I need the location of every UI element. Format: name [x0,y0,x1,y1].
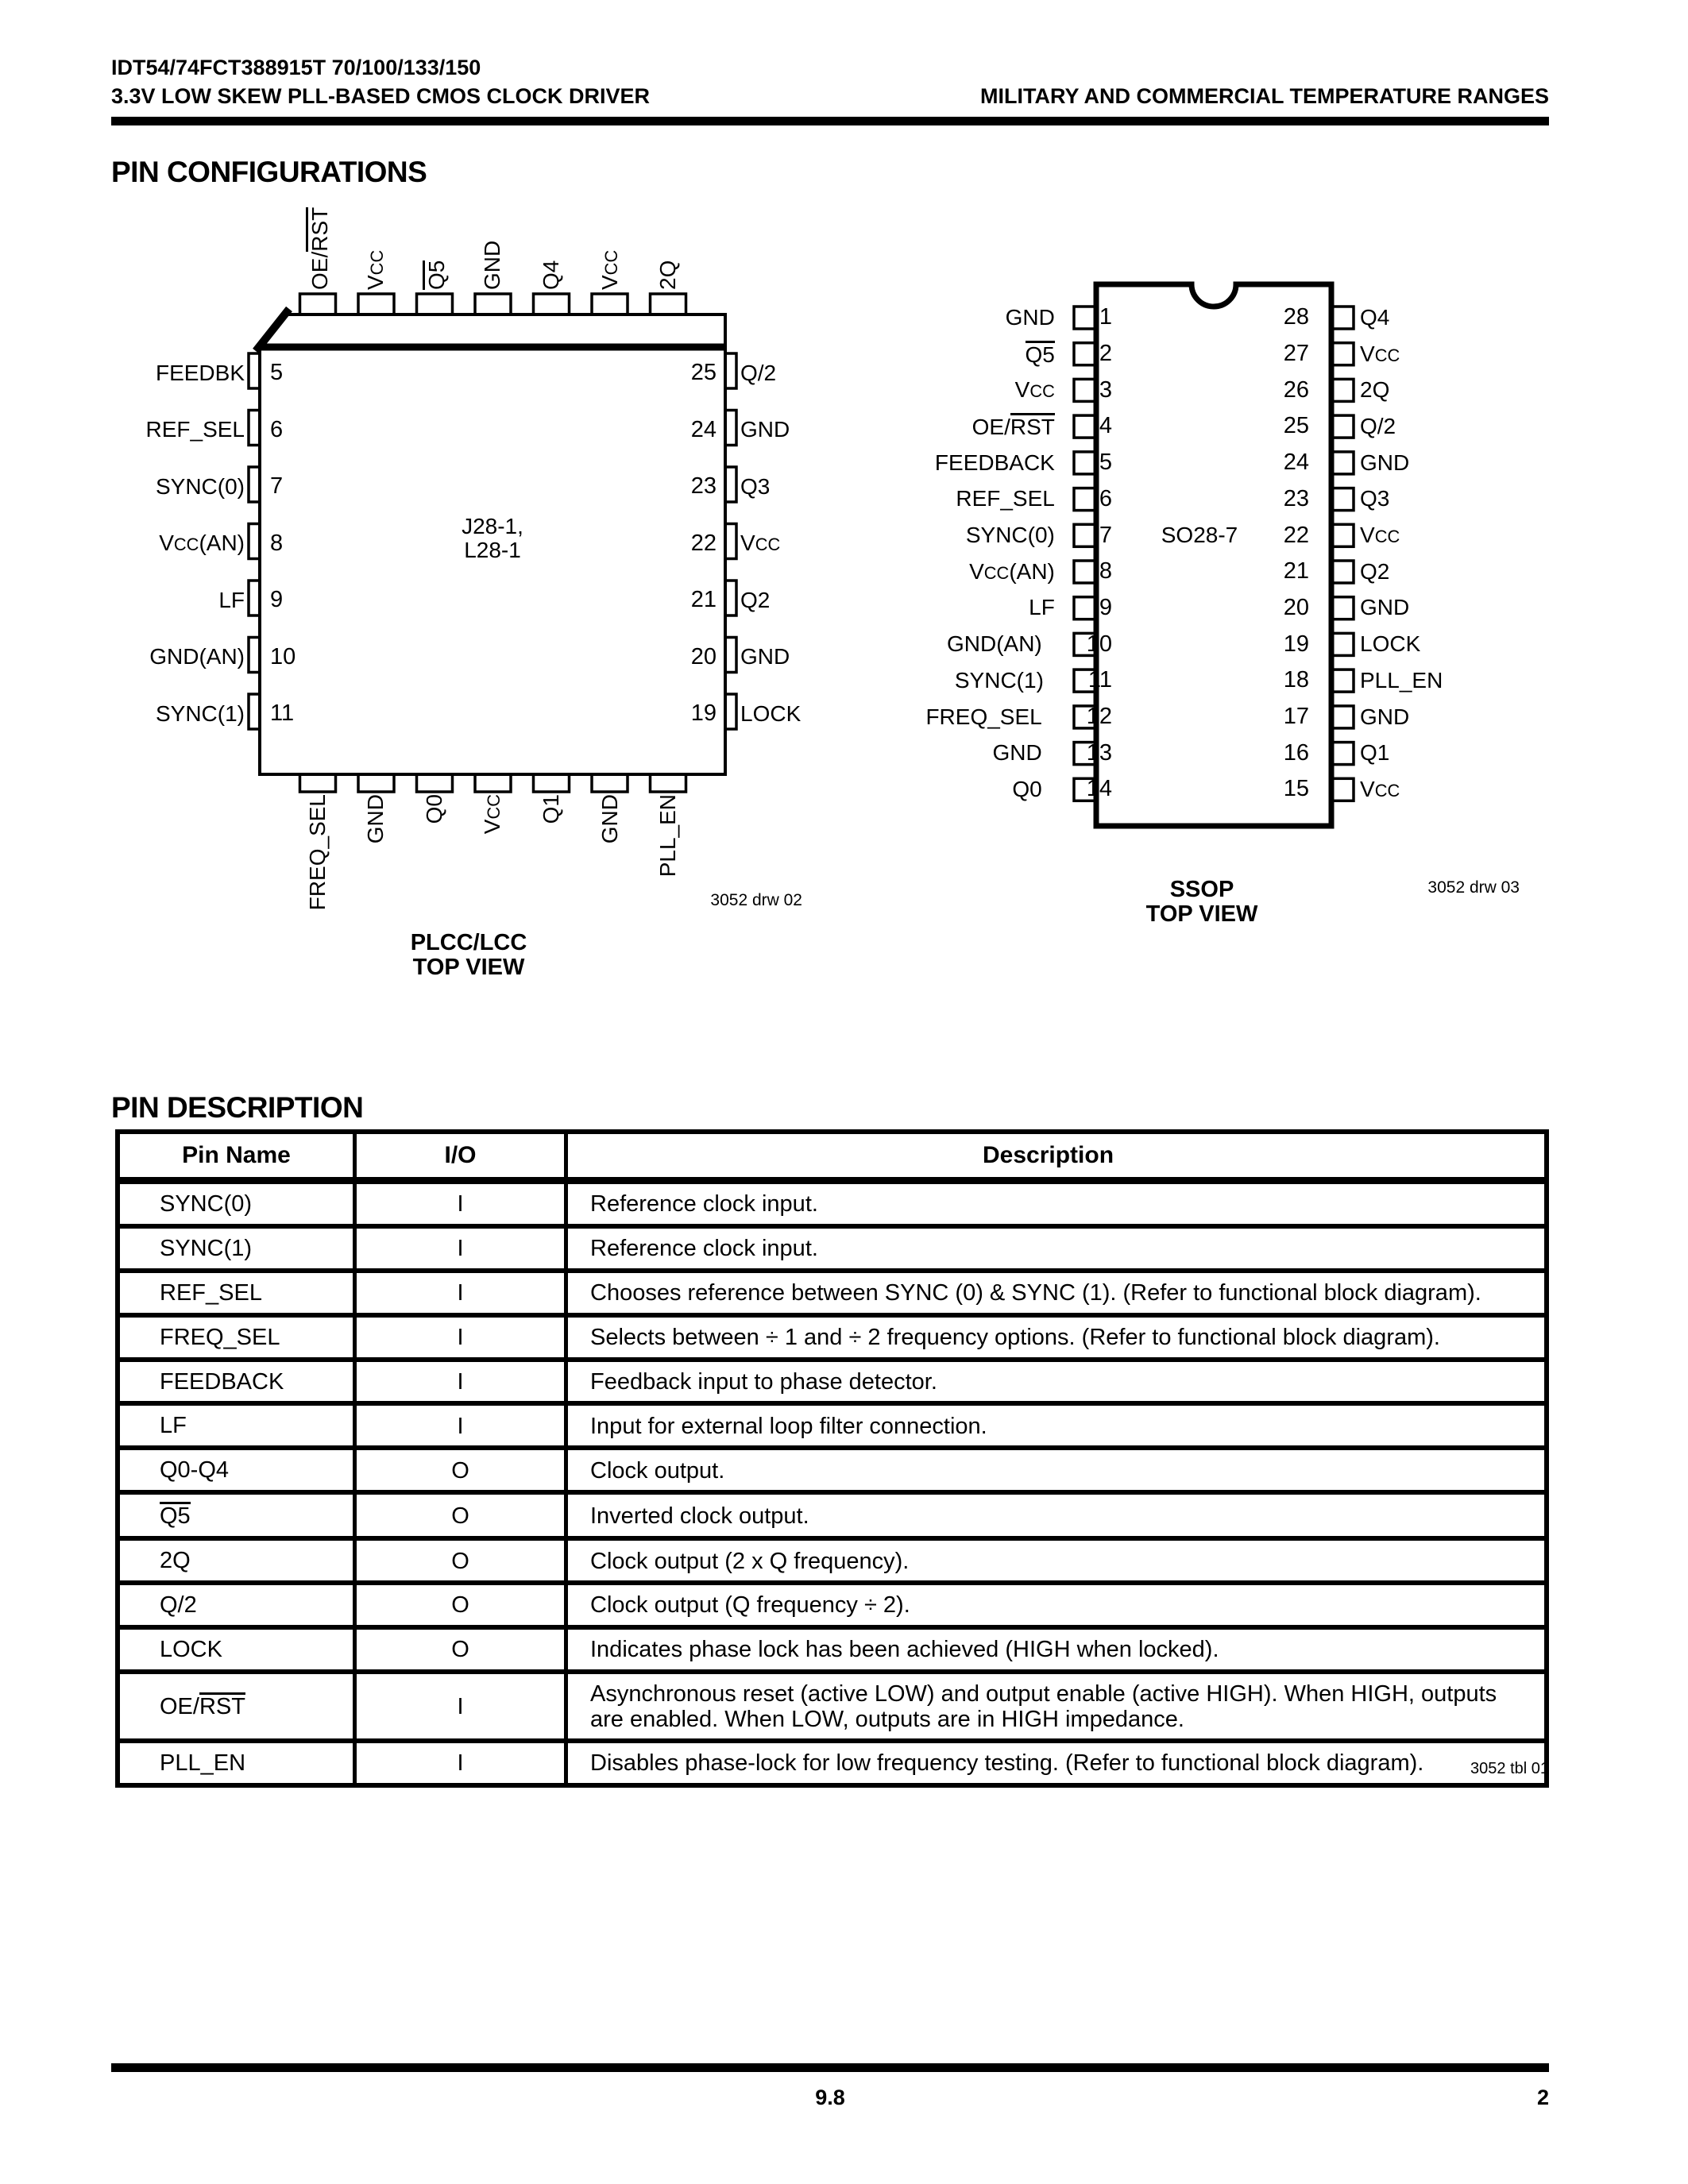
pin-label: SYNC(1) [155,700,245,726]
plcc-left-pin [119,458,326,515]
table-row [118,1226,1547,1271]
pin-label: OE/RST [971,414,1055,439]
cell-pin-name: PLL_EN [118,1741,355,1785]
plcc-bottom-pin [288,794,347,925]
plcc-left-pin [119,515,326,573]
pin-label: 2Q [1360,377,1390,403]
pin-label: SYNC(1) [954,667,1044,693]
pin-number: 25 [690,360,717,386]
column-header-pin-name: Pin Name [118,1132,355,1181]
cell-pin-name: FEEDBACK [118,1360,355,1404]
plcc-bottom-pin [347,794,406,925]
plcc-top-pin [405,179,464,290]
ssop-right-pin [1263,626,1549,662]
pin-label: Q1 [1360,740,1390,766]
ssop-left-pin [826,590,1112,627]
cell-io: O [355,1627,566,1672]
header-subtitle-right: MILITARY AND COMMERCIAL TEMPERATURE RANGES [979,84,1549,108]
cell-io: I [355,1403,566,1448]
pin-label: GND [992,740,1042,766]
ssop-caption-line2: TOP VIEW [1145,901,1258,927]
cell-description: Inverted clock output. [566,1492,1547,1538]
pin-number: 15 [1283,776,1309,802]
pin-number: 2 [1099,341,1112,367]
pin-label: REF_SEL [145,417,245,442]
pin-label: GND(AN) [946,631,1042,657]
cell-description: Clock output. [566,1448,1547,1492]
ssop-right-pin [1263,299,1549,336]
cell-pin-name: SYNC(0) [118,1181,355,1226]
pin-number: 12 [1086,704,1112,730]
pin-label: Q5 [1025,341,1055,367]
pin-label: VCC [597,249,622,290]
pin-number: 22 [1283,522,1309,548]
pin-number: 11 [1087,667,1112,693]
pin-number: 24 [690,416,717,442]
pin-label: VCC [740,531,781,556]
plcc-caption-line2: TOP VIEW [412,955,525,980]
pin-label: VCC [1014,377,1055,403]
cell-description: Disables phase-lock for low frequency testing. (Refer to functional block diagram). [566,1741,1547,1785]
pin-label: VCC(AN) [159,531,245,556]
pin-label: FREQ_SEL [925,704,1042,729]
pin-label: SYNC(0) [965,523,1055,548]
pin-label: Q5 [423,260,449,290]
plcc-package-codes [373,515,612,562]
pin-label: VCC [1360,341,1400,366]
pin-number: 17 [1283,704,1309,730]
ssop-right-pin [1263,408,1549,445]
pin-label: VCC [1360,776,1400,801]
pin-number: 7 [270,473,284,500]
cell-io: I [355,1315,566,1360]
table-row [118,1271,1547,1315]
cell-description: Indicates phase lock has been achieved (HIGH when locked). [566,1627,1547,1672]
ssop-left-pin [826,445,1112,481]
plcc-bottom-pin [464,794,523,925]
pin-label: VCC [480,794,505,835]
plcc-package-code-line2: L28-1 [464,538,521,562]
cell-description: Reference clock input. [566,1181,1547,1226]
pin-label: Q3 [740,473,771,499]
pin-number: 10 [1086,631,1112,657]
cell-description: Feedback input to phase detector. [566,1360,1547,1404]
pin-number: 6 [270,416,284,442]
footer-rule [111,2063,1549,2072]
table-note: 3052 tbl 01 [1470,1760,1549,1777]
ssop-left-pin [826,626,1112,662]
table-row [118,1672,1547,1741]
cell-pin-name: FREQ_SEL [118,1315,355,1360]
pin-label: LF [1029,595,1055,620]
ssop-left-pin [826,554,1112,590]
cell-description: Asynchronous reset (active LOW) and output enable (active HIGH). When HIGH, outputs are enabled. When LOW, outputs are in HIGH impedance. [566,1672,1547,1741]
plcc-left-pins [119,345,326,743]
cell-pin-name: REF_SEL [118,1271,355,1315]
cell-description: Chooses reference between SYNC (0) & SYNC (1). (Refer to functional block diagram). [566,1271,1547,1315]
section-title-pin-configurations: PIN CONFIGURATIONS [111,156,427,188]
plcc-package-code-line1: J28-1, [462,514,523,538]
pin-number: 19 [690,700,717,727]
cell-description: Reference clock input. [566,1226,1547,1271]
cell-description: Input for external loop filter connection. [566,1403,1547,1448]
cell-io: O [355,1448,566,1492]
table-row [118,1360,1547,1404]
pin-label: Q2 [740,587,771,612]
cell-pin-name: Q5 [118,1492,355,1538]
pin-number: 6 [1099,485,1112,511]
cell-io: O [355,1492,566,1538]
cell-io: I [355,1271,566,1315]
ssop-right-pin [1263,336,1549,372]
ssop-left-pin [826,699,1112,735]
pin-number: 21 [1283,558,1309,585]
pin-description-table [115,1129,1549,1788]
ssop-caption [1107,878,1297,927]
pin-number: 9 [270,587,284,613]
ssop-right-pin [1263,771,1549,808]
ssop-caption-line1: SSOP [1169,877,1234,902]
pin-label: Q2 [1360,558,1390,584]
table-row [118,1315,1547,1360]
plcc-caption [342,931,596,980]
pin-number: 20 [690,643,717,669]
pin-number: 26 [1283,376,1309,403]
plcc-top-pin [464,179,523,290]
pin-label: GND [1360,704,1410,729]
header-rule [111,117,1549,125]
ssop-left-pin [826,372,1112,408]
pin-number: 5 [270,360,284,386]
pin-number: 22 [690,530,717,556]
plcc-left-pin [119,629,326,686]
pin-label: Q1 [539,794,564,824]
cell-pin-name: OE/RST [118,1672,355,1741]
cell-io: O [355,1583,566,1627]
pin-number: 27 [1283,341,1309,367]
ssop-right-pin [1263,554,1549,590]
table-row [118,1492,1547,1538]
pin-label: LF [218,587,245,612]
pin-number: 23 [1283,485,1309,511]
ssop-left-pin [826,517,1112,554]
pin-label: GND [1360,450,1410,475]
pin-number: 5 [1099,450,1112,476]
plcc-bottom-pin-labels [288,794,697,925]
table-row [118,1627,1547,1672]
ssop-left-pin [826,299,1112,336]
cell-description: Selects between ÷ 1 and ÷ 2 frequency options. (Refer to functional block diagram). [566,1315,1547,1360]
pin-label: GND [597,794,622,844]
ssop-right-pin [1263,445,1549,481]
cell-description: Clock output (Q frequency ÷ 2). [566,1583,1547,1627]
cell-pin-name: Q/2 [118,1583,355,1627]
plcc-caption-line1: PLCC/LCC [410,930,527,955]
pin-number: 4 [1099,413,1112,439]
header-part-number: IDT54/74FCT388915T 70/100/133/150 [111,56,481,79]
cell-description: Clock output (2 x Q frequency). [566,1538,1547,1583]
header-subtitle-left: 3.3V LOW SKEW PLL-BASED CMOS CLOCK DRIVER [111,84,651,108]
table-row [118,1181,1547,1226]
pin-number: 7 [1099,522,1112,548]
pin-number: 24 [1283,450,1309,476]
pin-label: PLL_EN [655,794,681,878]
table-header-row [118,1132,1547,1181]
cell-pin-name: SYNC(1) [118,1226,355,1271]
ssop-right-pin [1263,735,1549,771]
footer-section-page: 9.8 [815,2086,845,2109]
pin-number: 11 [270,700,295,727]
pin-label: GND [1360,595,1410,620]
ssop-left-pin [826,662,1112,699]
pin-number: 25 [1283,413,1309,439]
ssop-left-pin [826,771,1112,808]
pin-label: FREQ_SEL [304,794,330,911]
pin-label: SYNC(0) [155,473,245,499]
pin-label: VCC [363,249,388,290]
ssop-right-pin [1263,481,1549,518]
pin-number: 16 [1283,739,1309,766]
plcc-left-pin [119,685,326,743]
ssop-left-pins [826,299,1112,808]
ssop-right-pin [1263,372,1549,408]
pin-label: FEEDBK [155,360,245,385]
section-title-pin-description: PIN DESCRIPTION [111,1091,364,1124]
pin-label: GND [1005,304,1055,330]
plcc-top-pin [288,179,347,290]
pin-number: 8 [1099,558,1112,585]
ssop-drawing-note: 3052 drw 03 [1427,878,1520,897]
pin-label: GND [740,644,790,669]
pin-number: 10 [270,643,296,669]
pin-label: GND(AN) [149,644,245,669]
pin-number: 8 [270,530,284,556]
plcc-top-pin [581,179,639,290]
plcc-left-pin [119,402,326,459]
pin-label: LOCK [1360,631,1421,657]
pin-label: Q4 [1360,304,1390,330]
table-row [118,1403,1547,1448]
pin-number: 21 [690,587,717,613]
pin-label: REF_SEL [956,486,1055,511]
pin-label: PLL_EN [1360,667,1443,693]
ssop-left-pin [826,408,1112,445]
plcc-drawing-note: 3052 drw 02 [710,891,802,909]
cell-io: I [355,1741,566,1785]
plcc-top-pin [522,179,581,290]
ssop-right-pin [1263,699,1549,735]
pin-label: 2Q [655,260,681,290]
pin-label: Q4 [539,260,564,290]
ssop-right-pin [1263,590,1549,627]
pin-label: GND [363,794,388,844]
cell-io: I [355,1360,566,1404]
cell-pin-name: 2Q [118,1538,355,1583]
ssop-right-pins [1263,299,1549,808]
plcc-bottom-pin [581,794,639,925]
plcc-bottom-pin [522,794,581,925]
plcc-left-pin [119,572,326,629]
pin-number: 13 [1086,739,1112,766]
pin-label: GND [480,240,505,290]
footer-page-number: 2 [1536,2086,1549,2109]
plcc-top-pin [347,179,406,290]
pin-label: GND [740,417,790,442]
cell-io: I [355,1226,566,1271]
plcc-top-pin-labels [288,179,697,290]
pin-label: VCC(AN) [969,558,1055,584]
pin-number: 28 [1283,304,1309,330]
pin-number: 1 [1099,304,1112,330]
table-row [118,1538,1547,1583]
cell-io: I [355,1181,566,1226]
cell-pin-name: Q0-Q4 [118,1448,355,1492]
table-row [118,1583,1547,1627]
pin-label: Q0 [421,794,446,824]
plcc-bottom-pin [405,794,464,925]
ssop-left-pin [826,336,1112,372]
cell-io: O [355,1538,566,1583]
ssop-package-code: SO28-7 [1161,523,1238,547]
pin-number: 23 [690,473,717,500]
pin-number: 18 [1283,667,1309,693]
column-header-io: I/O [355,1132,566,1181]
column-header-description: Description [566,1132,1547,1181]
pin-label: OE/RST [307,206,332,290]
pin-number: 9 [1099,594,1112,620]
ssop-right-pin [1263,517,1549,554]
pin-number: 14 [1086,776,1112,802]
ssop-right-pin [1263,662,1549,699]
ssop-left-pin [826,735,1112,771]
table-row [118,1448,1547,1492]
pin-label: LOCK [740,700,802,726]
pin-label: Q/2 [740,360,777,385]
pin-number: 19 [1283,631,1309,657]
pin-label: Q0 [1012,776,1042,801]
pin-number: 20 [1283,594,1309,620]
pin-label: FEEDBACK [934,450,1055,475]
plcc-top-pin [639,179,697,290]
cell-io: I [355,1672,566,1741]
pin-number: 3 [1099,376,1112,403]
cell-pin-name: LOCK [118,1627,355,1672]
ssop-left-pin [826,481,1112,518]
pin-label: Q3 [1360,486,1390,511]
pin-label: Q/2 [1360,413,1396,438]
pin-label: VCC [1360,523,1400,548]
plcc-left-pin [119,345,326,402]
cell-pin-name: LF [118,1403,355,1448]
